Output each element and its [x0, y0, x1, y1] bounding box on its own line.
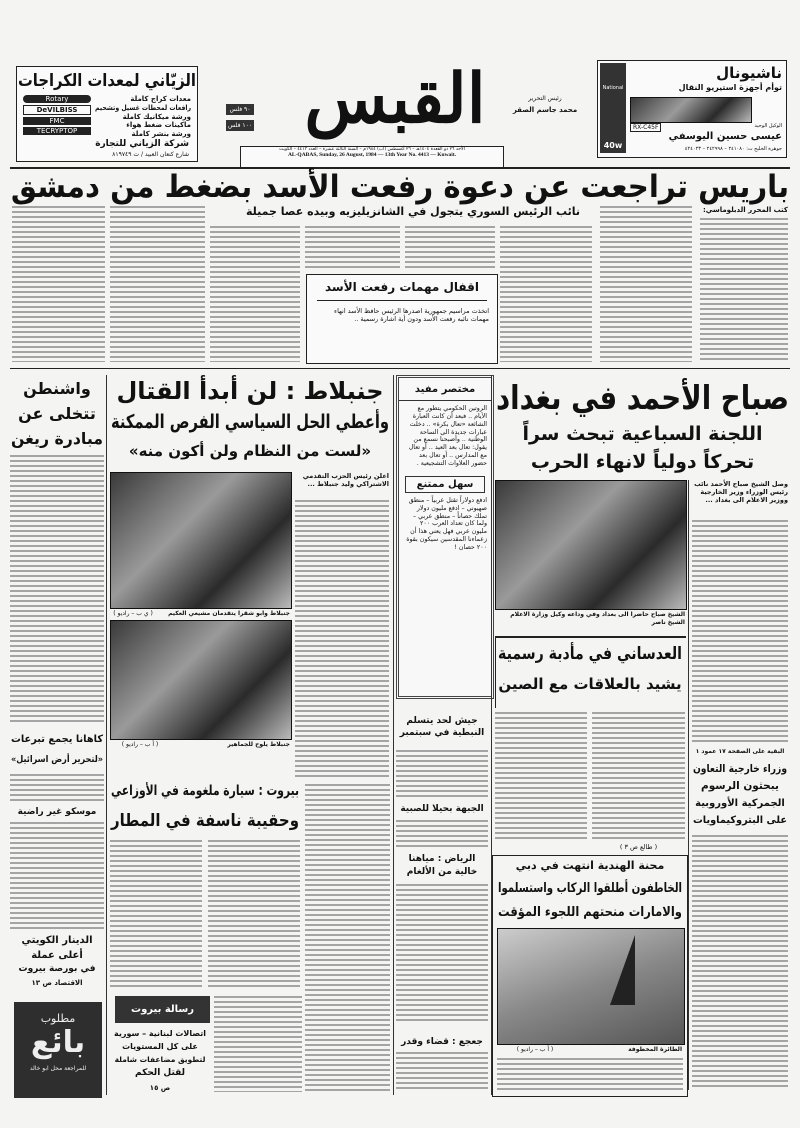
- ad-line: ورشة بنشر كاملة: [131, 130, 191, 138]
- riyadh-headline-1: الرياض : مياهنا: [408, 854, 476, 864]
- lead-box-text: اتخذت مراسيم جمهورية اصدرها الرئيس حافظ الأسد انهاء مهمات نائبه رفعت الأسد ودون أية اشارة رسمية ..: [334, 307, 489, 324]
- contacts-page-ref: ص ١٥: [149, 1084, 171, 1092]
- lead-col-5: [305, 226, 400, 270]
- kahana-headline: كاهانا يجمع تبرعات: [10, 734, 104, 745]
- baghdad-photo: [495, 480, 687, 610]
- model-label: RX-C45F: [630, 123, 661, 132]
- baghdad-sub-2: تحركاً دولياً لانهاء الحرب: [530, 451, 755, 473]
- editor-name: محمد جاسم الصقر: [512, 106, 578, 114]
- sahl-text: ادفع دولاراً تقتل عربياً – منطق صهيوني – ادفع مليون دولار تملك حصاناً – منطق عربي – ولما كان تعداد العرب ٢٠٠ مليون عربي فهل يعني هذا أن زعماءنا المقدسين سيكون بقوة ٢٠٠ حصان !: [406, 496, 487, 552]
- gcc-headline-4: على البتروكيماويات: [692, 815, 788, 826]
- job-ad-sub: للمراجعة محل ابو خالد: [29, 1065, 87, 1072]
- lahd-headline: جيش لحد يتسلم النبطية في سبتمبر: [399, 716, 485, 738]
- lead-col-2: [600, 206, 692, 362]
- moscow-text: [10, 822, 104, 930]
- brief-box: [396, 375, 494, 699]
- beirut-headline-2: وحقيبة ناسفة في المطار: [110, 811, 300, 831]
- jumblatt-credit-2: ( أ ب – راديو ): [121, 741, 159, 748]
- ad-line: رافعات لمحطات غسيل وتشحيم: [95, 103, 191, 112]
- beirut-col-1: [208, 840, 300, 990]
- left-divider: [106, 375, 107, 1095]
- contacts-headline-1: اتصالات لبنانية – سورية: [114, 1029, 206, 1038]
- lead-col-4: [405, 226, 495, 270]
- lead-col-6: [210, 226, 300, 362]
- contacts-headline-4: لقتل الحكم: [135, 1068, 185, 1078]
- jumblatt-photo-2: [110, 620, 292, 740]
- geagea-headline: جعجع : قضاء وقدر: [401, 1037, 483, 1047]
- ad-line: ماكينات ضغط هواء: [126, 121, 191, 130]
- beirut-headline-1: بيروت : سيارة ملغومة في الأوزاعي: [110, 783, 300, 799]
- hijack-headline-1: الخاطفون أطلقوا الركاب واستسلموا: [497, 881, 683, 896]
- beirut-col-4: [214, 996, 302, 1092]
- ad-line: ورشة ميكانيك كاملة: [122, 112, 191, 121]
- dateline-arabic: الأحد ٢٦ ذو القعدة ١٤٠٤هـ – ٢٦ أغسطس (آب) ١٩٨٤م – السنة الثالثة عشرة – العدد ٤٤١٣ – الكويت: [279, 147, 465, 152]
- riyadh-text: [396, 884, 488, 1024]
- moscow-headline: موسكو غير راضية: [17, 807, 97, 817]
- jumblatt-quote: «لست من النظام ولن أكون منه»: [128, 442, 372, 460]
- ad-line: معدات كراج كاملة: [130, 95, 191, 103]
- national-brand: ناشيونال: [716, 64, 782, 82]
- dinar-ref: الاقتصاد ص ١٣: [31, 979, 83, 987]
- geagea-text: [396, 1052, 488, 1092]
- dinar-headline-1: الدينار الكويتي: [21, 935, 93, 946]
- plane-credit: ( أ ب – راديو ): [516, 1046, 554, 1053]
- lahd-text: [396, 750, 488, 798]
- job-ad: [14, 1002, 102, 1098]
- lead-headline: باريس تراجعت عن دعوة رفعت الأسد بضغط من دمشق: [10, 169, 790, 205]
- adsani-jump: ( طالع ص ٣ ): [619, 843, 658, 851]
- agent-phones: جوهرة الخليج ت: ٢٤١٠٨٠ – ٢٤٢٩٩٨ – ٤٢٤٠٢٣: [684, 146, 782, 152]
- dateline: [240, 146, 504, 168]
- gcc-headline-3: الجمركية الأوروبية: [695, 798, 785, 809]
- jumblatt-headline-1: جنبلاط : لن أبدأ القتال: [116, 377, 384, 405]
- beirut-col-2: [110, 840, 202, 990]
- newspaper-logo: القبس: [304, 59, 486, 139]
- ad-zayani-brands: [23, 95, 91, 135]
- lead-box-title: اقفال مهمات رفعت الأسد: [317, 281, 487, 301]
- national-brand-en: National: [602, 85, 624, 91]
- lead-col-1: [700, 218, 788, 362]
- adsani-headline: العدساني في مأدبة رسمية: [498, 644, 682, 664]
- riyadh-headline-2: خالية من الألغام: [406, 867, 478, 877]
- lead-box: [306, 274, 498, 364]
- job-ad-word: بائع: [30, 1025, 86, 1060]
- ad-zayani-title: الزيّاني لمعدات الكراجات: [17, 71, 196, 91]
- brand-devilbiss: DeVILBISS: [23, 105, 91, 115]
- section-rule: [10, 368, 790, 369]
- dateline-english: AL-QABAS, Sunday, 26 August, 1984 — 13th Year No. 4413 — Kuwait.: [287, 152, 457, 158]
- jabha-headline: الجبهة بحيلا للصبية: [400, 804, 484, 814]
- lead-byline: كتب المحرر الدبلوماسي:: [702, 206, 788, 214]
- kahana-text: [10, 774, 104, 802]
- power-label: 40w: [603, 141, 623, 150]
- national-logo: [600, 63, 626, 153]
- baghdad-lead-text: وصل الشيخ صباح الأحمد نائب رئيس الوزراء وزير الخارجية ووزير الاعلام الى بغداد ...: [694, 480, 788, 505]
- plane-caption: الطائرة المخطوفة: [628, 1046, 682, 1053]
- brief-text: الروتين الحكومي يتطور مع الأيام .. فبعد أن كانت العبارة الشائعة «تعال بكرة» .. دخلت عبارات جديدة الى الساحة الوطنية .. وأصبحنا نسمع من يقول: تعال بعد العيد .. أو تعال مع المدارس .. أو تعال بعد حضور العلاوات التشجيعية .: [408, 405, 487, 468]
- adsani-col-2: [495, 712, 587, 840]
- brand-rotary: Rotary: [23, 95, 91, 103]
- baghdad-sub-1: اللجنة السباعية تبحث سراً: [522, 423, 763, 445]
- brand-fmc: FMC: [23, 117, 91, 125]
- price-tag-1: ٩٠ فلس: [226, 104, 254, 115]
- brand-tecryptop: TECRYPTOP: [23, 127, 91, 135]
- baghdad-headline: صباح الأحمد في بغداد: [495, 378, 790, 417]
- washington-text: [10, 455, 104, 725]
- washington-headline-3: مبادرة ريغن: [10, 429, 104, 448]
- ad-national: [597, 60, 787, 158]
- lead-col-8: [12, 206, 105, 362]
- jumblatt-col: [295, 500, 389, 780]
- washington-headline-2: تتخلى عن: [18, 404, 96, 423]
- national-subtitle: توأم أجهزة استيريو النقال: [678, 83, 782, 92]
- contacts-headline-3: لتطويق مضاعفات شاملة: [114, 1055, 206, 1064]
- dinar-headline-3: في بورصة بيروت: [18, 964, 96, 974]
- contacts-headline-2: على كل المستويات: [122, 1042, 198, 1051]
- baghdad-col: [692, 520, 788, 742]
- gcc-headline-2: يبحثون الرسوم: [701, 780, 779, 792]
- baghdad-caption: الشيخ صباح حاضرا الى بغداد وفي وداعه وكيل وزارة الاعلام الشيخ ناصر: [510, 611, 685, 626]
- hijack-kicker: محنة الهندية انتهت في دبي: [515, 859, 665, 872]
- beirut-letter-box: رسالة بيروت: [115, 996, 210, 1023]
- ad-zayani-company: شركة الزياني للتجارة: [95, 139, 189, 149]
- stereo-image: [630, 97, 752, 123]
- adsani-sub: يشيد بالعلاقات مع الصين: [498, 675, 682, 693]
- washington-headline-1: واشنطن: [23, 379, 91, 398]
- adsani-col-1: [592, 712, 685, 840]
- hijack-text: [497, 1058, 683, 1092]
- center-divider-right: [491, 375, 492, 1095]
- gcc-headline-1: وزراء خارجية التعاون: [692, 763, 788, 775]
- hijack-headline-2: والامارات منحتهم اللجوء المؤقت: [498, 905, 682, 920]
- jumblatt-caption-1: جنبلاط وابو شقرا يتقدمان مشيعي العكيم: [168, 610, 290, 617]
- jumblatt-lead-text: اعلن رئيس الحزب التقدمي الاشتراكي وليد جنبلاط ...: [302, 472, 389, 489]
- ad-zayani: [16, 66, 198, 162]
- job-ad-title: مطلوب: [40, 1012, 76, 1025]
- ad-zayani-lines: [93, 95, 191, 139]
- gcc-col: [692, 835, 788, 1090]
- gcc-jump: البقية على الصفحة ١٧ عمود ١: [695, 748, 785, 755]
- lead-col-3: [500, 226, 592, 362]
- price-tag-2: ١٠٠ فلس: [227, 122, 253, 129]
- agent-label: الوكيل الوحيد: [754, 123, 782, 129]
- jumblatt-photo-1: [110, 472, 292, 609]
- beirut-col-3: [305, 784, 390, 1094]
- editor-title: رئيس التحرير: [528, 95, 562, 102]
- jabha-text: [396, 820, 488, 848]
- dinar-headline-2: أعلى عملة: [31, 950, 83, 961]
- lead-subhead: نائب الرئيس السوري يتجول في الشانزيليزيه وبيده عصا جميلة: [246, 205, 581, 218]
- jumblatt-caption-2: جنبلاط يلوح للجماهير: [227, 741, 290, 748]
- plane-tail-icon: [610, 935, 635, 1005]
- agent-name: عيسى حسين اليوسفي: [668, 131, 782, 142]
- lead-col-7: [110, 206, 205, 362]
- baghdad-divider: [688, 480, 689, 1090]
- plane-photo: [497, 928, 685, 1045]
- sahl-title: سهل ممتنع: [405, 476, 485, 493]
- ad-zayani-address: شارع كنعان العبيد / ت ٨١٩٧٤٩: [112, 151, 189, 158]
- jumblatt-credit-1: ( ي ب – راديو ): [113, 610, 153, 617]
- kahana-subhead: «لتحرير أرض اسرائيل»: [11, 755, 103, 765]
- jumblatt-headline-2: وأعطي الحل السياسي الفرص الممكنة: [110, 411, 390, 433]
- center-divider-left: [393, 375, 394, 1095]
- brief-title: مختصر مفيد: [399, 384, 491, 401]
